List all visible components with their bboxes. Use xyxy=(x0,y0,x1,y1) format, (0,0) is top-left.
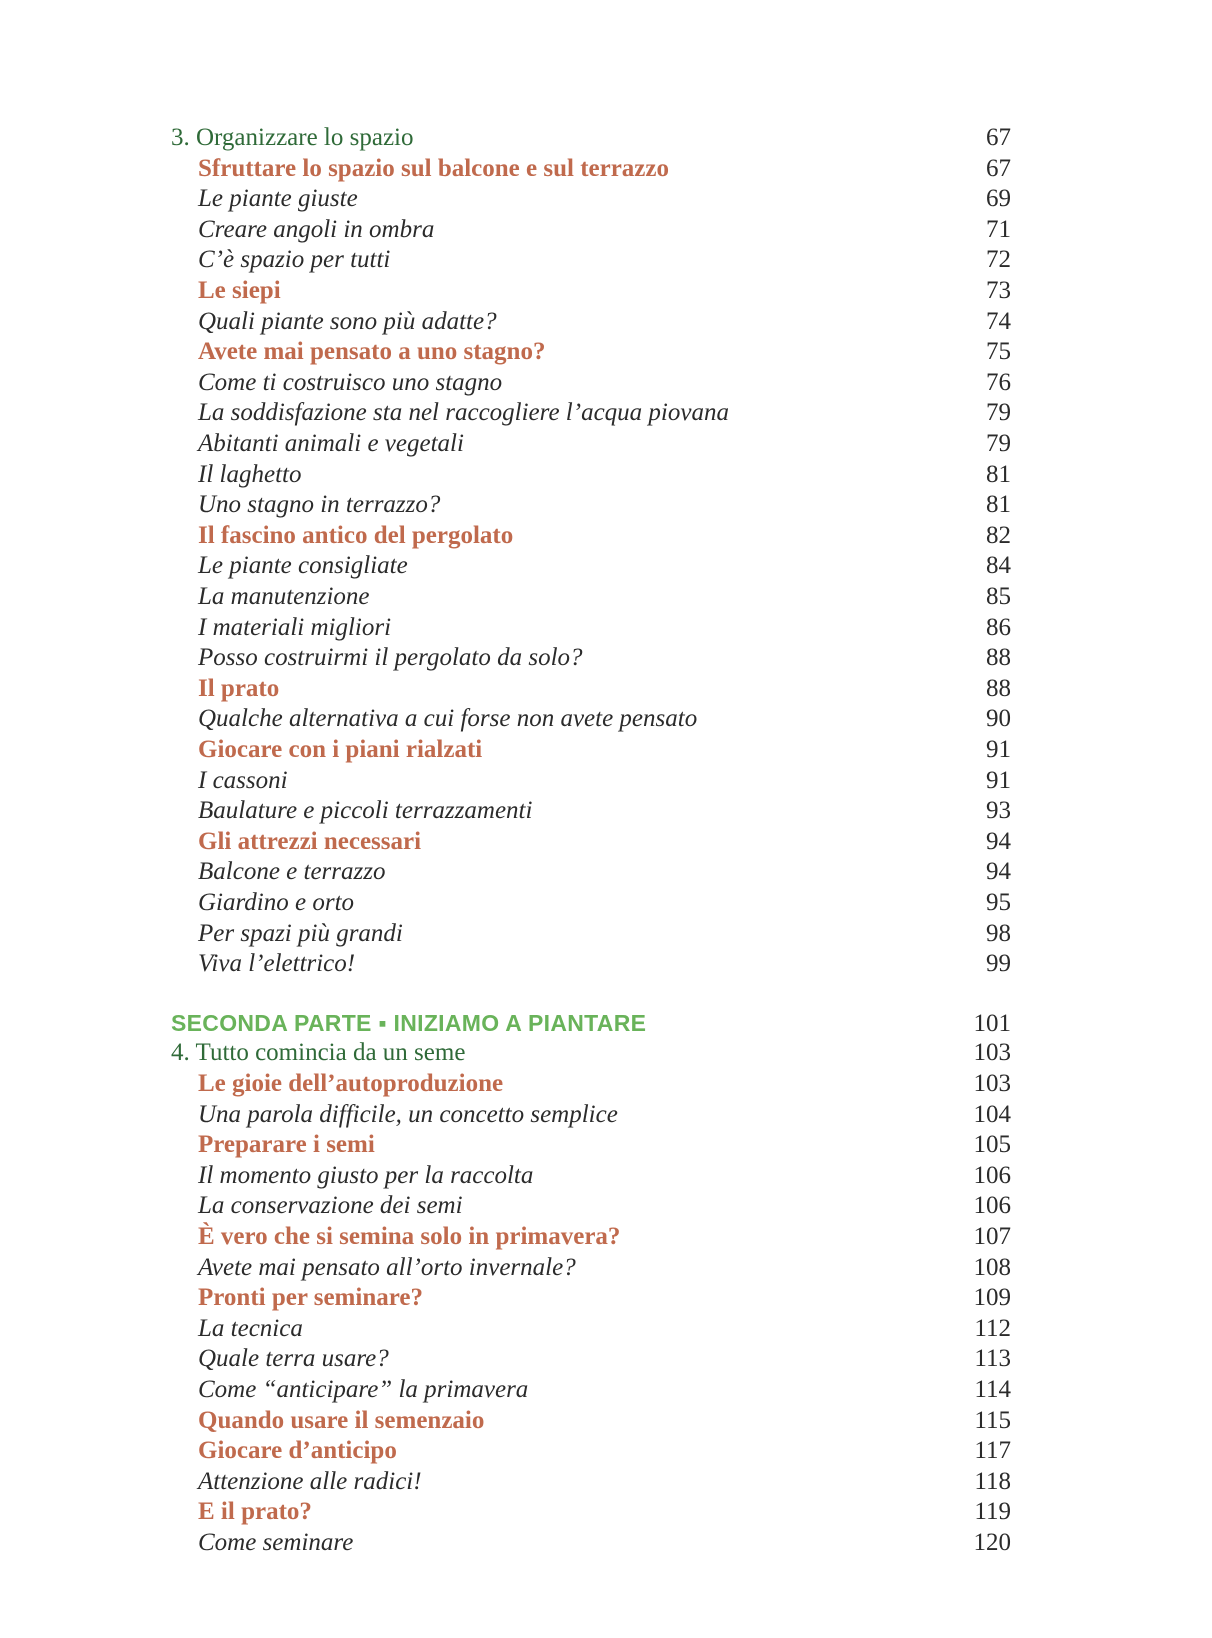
toc-entry-sub xyxy=(171,1191,1011,1221)
toc-entry-sub xyxy=(171,490,1011,520)
toc-entry-sub xyxy=(171,1161,1011,1191)
toc-entry-title: Baulature e piccoli terrazzamenti xyxy=(198,797,533,825)
toc-entry-title: Balcone e terrazzo xyxy=(198,858,386,886)
toc-entry-page: 79 xyxy=(986,399,1011,427)
toc-entry-title: Il fascino antico del pergolato xyxy=(198,521,514,549)
toc-entry-title: Una parola difficile, un concetto semplice xyxy=(198,1100,618,1128)
toc-entry-title: Abitanti animali e vegetali xyxy=(198,430,464,457)
toc-entry-page: 108 xyxy=(973,1253,1011,1281)
toc-entry-title: Qualche alternativa a cui forse non avete pensato xyxy=(198,705,698,733)
toc-entry-page: 91 xyxy=(986,736,1011,763)
toc-entry-page: 107 xyxy=(973,1223,1011,1250)
toc-entry-title: E il prato? xyxy=(198,1498,312,1526)
toc-entry-title: C’è spazio per tutti xyxy=(198,246,391,274)
toc-entry-title: Viva l’elettrico! xyxy=(198,950,356,978)
toc-entry-title: Posso costruirmi il pergolato da solo? xyxy=(198,644,583,672)
toc-entry-chapter xyxy=(171,1038,1011,1068)
toc-entry-section xyxy=(171,674,1011,704)
toc-entry-section xyxy=(171,154,1011,184)
toc-entry-page: 106 xyxy=(973,1192,1011,1220)
toc-entry-title: 4. Tutto comincia da un seme xyxy=(171,1039,466,1067)
toc-entry-title: Quando usare il semenzaio xyxy=(198,1406,485,1434)
toc-entry-page: 88 xyxy=(986,644,1011,672)
toc-entry-page: 99 xyxy=(986,950,1011,978)
toc-entry-page: 67 xyxy=(986,154,1011,182)
toc-entry-sub xyxy=(171,582,1011,612)
toc-entry-title: Come ti costruisco uno stagno xyxy=(198,368,503,396)
toc-entry-title: La conservazione dei semi xyxy=(198,1192,463,1220)
toc-entry-page: 76 xyxy=(986,368,1011,396)
toc-entry-page: 81 xyxy=(986,491,1011,519)
toc-entry-sub xyxy=(171,1314,1011,1344)
toc-entry-title: Giocare con i piani rialzati xyxy=(198,736,483,763)
toc-entry-section xyxy=(171,521,1011,551)
toc-entry-page: 120 xyxy=(973,1529,1011,1556)
toc-entry-sub xyxy=(171,949,1011,979)
toc-entry-title: La soddisfazione sta nel raccogliere l’acqua piovana xyxy=(198,399,729,427)
toc-entry-page: 115 xyxy=(974,1406,1011,1434)
toc-entry-title: La tecnica xyxy=(198,1314,303,1342)
toc-entry-title: Quali piante sono più adatte? xyxy=(198,307,497,335)
toc-entry-sub xyxy=(171,307,1011,337)
toc-entry-title: Quale terra usare? xyxy=(198,1345,389,1373)
toc-entry-sub xyxy=(171,857,1011,887)
toc-entry-sub xyxy=(171,888,1011,918)
toc-entry-part xyxy=(171,1008,1011,1038)
toc-entry-section xyxy=(171,276,1011,306)
toc-entry-sub xyxy=(171,1467,1011,1497)
toc-entry-sub xyxy=(171,184,1011,214)
toc-entry-page: 84 xyxy=(986,552,1011,580)
toc-entry-section xyxy=(171,827,1011,857)
toc-entry-title: I materiali migliori xyxy=(198,613,392,641)
toc-entry-title: Creare angoli in ombra xyxy=(198,215,435,243)
toc-entry-page: 103 xyxy=(973,1039,1011,1067)
toc-entry-section xyxy=(171,1436,1011,1466)
toc-entry-title: Le piante consigliate xyxy=(198,552,408,580)
toc-entry-sub xyxy=(171,643,1011,673)
toc-entry-title: Giardino e orto xyxy=(198,889,355,916)
toc-entry-page: 104 xyxy=(973,1100,1011,1128)
toc-entry-sub xyxy=(171,368,1011,398)
toc-entry-page: 118 xyxy=(974,1467,1011,1495)
toc-entry-title: I cassoni xyxy=(198,766,288,794)
toc-entry-page: 90 xyxy=(986,705,1011,733)
toc-entry-section xyxy=(171,337,1011,367)
toc-entry-title: Come seminare xyxy=(198,1529,354,1556)
toc-entry-title: Attenzione alle radici! xyxy=(198,1467,422,1495)
toc-entry-page: 81 xyxy=(986,460,1011,488)
toc-entry-sub xyxy=(171,919,1011,949)
toc-entry-sub xyxy=(171,1100,1011,1130)
toc-entry-title: Preparare i semi xyxy=(198,1131,375,1159)
toc-entry-section xyxy=(171,1069,1011,1099)
toc-entry-title: SECONDA PARTE ▪ INIZIAMO A PIANTARE xyxy=(171,1009,647,1036)
toc-entry-page: 79 xyxy=(986,430,1011,457)
toc-entry-sub xyxy=(171,796,1011,826)
toc-entry-page: 73 xyxy=(986,277,1011,304)
toc-entry-section xyxy=(171,1497,1011,1527)
toc-entry-page: 91 xyxy=(986,766,1011,794)
toc-entry-page: 71 xyxy=(986,215,1011,243)
toc-entry-section xyxy=(171,1130,1011,1160)
toc-entry-page: 74 xyxy=(986,307,1011,335)
toc-entry-section xyxy=(171,1406,1011,1436)
toc-entry-page: 114 xyxy=(974,1376,1011,1403)
toc-entry-sub xyxy=(171,398,1011,428)
toc-entry-page: 88 xyxy=(986,674,1011,702)
toc-entry-section xyxy=(171,735,1011,765)
toc-entry-sub xyxy=(171,1375,1011,1405)
toc-entry-title: Avete mai pensato a uno stagno? xyxy=(198,338,546,366)
toc-entry-page: 109 xyxy=(973,1284,1011,1312)
toc-entry-page: 67 xyxy=(986,124,1011,151)
toc-entry-page: 86 xyxy=(986,613,1011,641)
toc-entry-title: Le siepi xyxy=(198,277,281,304)
toc-entry-title: Il laghetto xyxy=(198,460,302,488)
toc-entry-page: 112 xyxy=(974,1314,1011,1342)
toc-entry-title: Il momento giusto per la raccolta xyxy=(198,1161,534,1189)
toc-entry-sub xyxy=(171,613,1011,643)
toc-entry-page: 119 xyxy=(974,1498,1011,1526)
toc-entry-sub xyxy=(171,460,1011,490)
toc-entry-title: Le piante giuste xyxy=(198,185,358,213)
toc-entry-page: 82 xyxy=(986,521,1011,549)
toc-entry-page: 103 xyxy=(973,1070,1011,1097)
toc-entry-title: Giocare d’anticipo xyxy=(198,1437,397,1465)
toc-entry-title: Per spazi più grandi xyxy=(198,919,403,947)
toc-entry-page: 98 xyxy=(986,919,1011,947)
toc-entry-page: 105 xyxy=(973,1131,1011,1159)
toc-entry-sub xyxy=(171,1253,1011,1283)
toc-entry-sub xyxy=(171,551,1011,581)
toc-entry-title: Pronti per seminare? xyxy=(198,1284,423,1312)
toc-entry-chapter xyxy=(171,123,1011,153)
toc-entry-title: Gli attrezzi necessari xyxy=(198,827,422,855)
toc-entry-page: 72 xyxy=(986,246,1011,274)
toc-entry-title: La manutenzione xyxy=(198,583,370,610)
toc-entry-section xyxy=(171,1283,1011,1313)
toc-entry-page: 94 xyxy=(986,827,1011,855)
toc-entry-page: 93 xyxy=(986,797,1011,825)
toc-entry-sub xyxy=(171,245,1011,275)
toc-entry-title: Uno stagno in terrazzo? xyxy=(198,491,441,519)
toc-entry-title: 3. Organizzare lo spazio xyxy=(171,124,414,151)
toc-entry-sub xyxy=(171,1344,1011,1374)
toc-entry-page: 75 xyxy=(986,338,1011,366)
toc-entry-title: Il prato xyxy=(198,674,280,702)
toc-entry-title: Avete mai pensato all’orto invernale? xyxy=(198,1253,576,1281)
toc-entry-page: 113 xyxy=(974,1345,1011,1373)
toc-entry-sub xyxy=(171,766,1011,796)
toc-entry-page: 106 xyxy=(973,1161,1011,1189)
toc-entry-title: È vero che si semina solo in primavera? xyxy=(198,1223,621,1250)
toc-entry-page: 117 xyxy=(974,1437,1011,1465)
toc-entry-title: Come “anticipare” la primavera xyxy=(198,1376,529,1403)
toc-entry-page: 85 xyxy=(986,583,1011,610)
toc-entry-title: Sfruttare lo spazio sul balcone e sul terrazzo xyxy=(198,154,669,182)
toc-entry-page: 94 xyxy=(986,858,1011,886)
toc-entry-section xyxy=(171,1222,1011,1252)
toc-entry-page: 69 xyxy=(986,185,1011,213)
toc-entry-page: 95 xyxy=(986,889,1011,916)
toc-entry-sub xyxy=(171,429,1011,459)
toc-entry-sub xyxy=(171,1528,1011,1558)
toc-entry-title: Le gioie dell’autoproduzione xyxy=(198,1070,504,1097)
toc-entry-page: 101 xyxy=(973,1009,1011,1037)
toc-entry-sub xyxy=(171,215,1011,245)
toc-entry-sub xyxy=(171,704,1011,734)
